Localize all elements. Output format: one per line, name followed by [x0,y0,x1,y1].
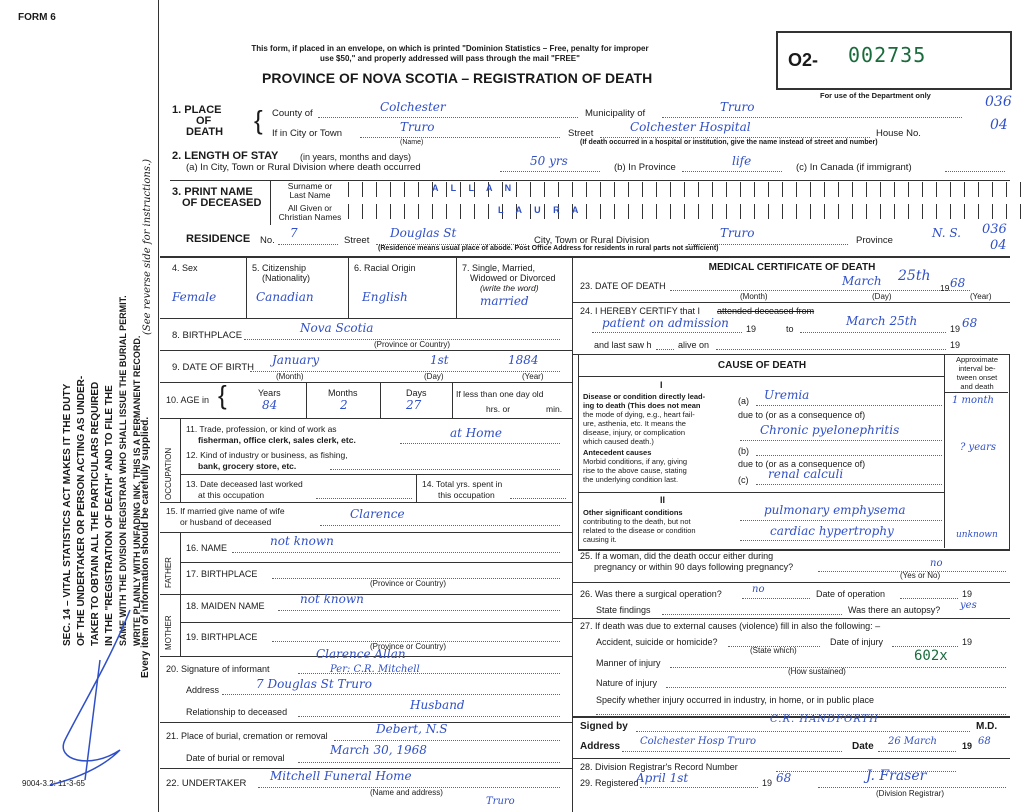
ante-line-2: Morbid conditions, if any, giving [583,457,688,466]
less-day-label: If less than one day old [456,389,544,399]
dob-month: January [272,353,320,367]
city-name-hint: (Name) [400,139,424,146]
county-value: Colchester [380,100,446,114]
center-divider [572,256,573,812]
relationship-line [298,716,560,717]
birthplace-hint: (Province or Country) [374,340,451,349]
cause-title: CAUSE OF DEATH [717,360,807,371]
med-h-1 [572,302,1010,303]
residence-street-value: Douglas St [390,226,457,240]
envelope-note-2: use $50," and properly addressed will pass through the mail "FREE" [320,54,580,63]
q18-line [278,610,560,611]
hrs-label: hrs. or [486,404,511,414]
grid-h-1 [160,318,572,319]
due-to-1: due to (or as a consequence of) [738,410,866,420]
race-label: 6. Racial Origin [354,263,416,273]
q13-label-1: 13. Date deceased last worked [186,479,303,489]
occupation-side-rule [180,418,181,502]
q26-date-label: Date of operation [816,589,886,599]
q23-year: 68 [950,276,966,290]
ante-line-3: rise to the above cause, stating [583,466,687,475]
dob-day: 1st [430,353,449,367]
q24-alive-line [716,349,946,350]
q26-label: 26. Was there a surgical operation? [580,589,722,599]
grid-h-2 [160,350,572,351]
county-line [318,117,578,118]
city-value: Truro [400,120,435,134]
q16-label: 16. NAME [186,543,228,553]
city-line [360,137,560,138]
place-brace: { [254,105,263,135]
md-label: M.D. [976,721,998,732]
marital-label-1: 7. Single, Married, [462,263,536,273]
form-title: PROVINCE OF NOVA SCOTIA – REGISTRATION OF DEATH [262,70,653,86]
interval-header-rule [944,392,1008,393]
age-brace: { [218,380,227,410]
residence-code-2: 04 [990,238,1007,253]
burial-date-line [298,762,560,763]
sex-label: 4. Sex [172,263,198,273]
cause-b-mid-value: Chronic pyelonephritis [760,423,900,437]
q26-autopsy-label: Was there an autopsy? [848,605,941,615]
see-reverse-note: (See reverse side for instructions.) [142,158,153,335]
q24-last-line [656,349,674,350]
q28-label: 28. Division Registrar's Record Number [580,762,738,772]
place-of-label: OF [196,115,212,127]
age-days-label: Days [406,388,427,398]
county-label: County of [272,108,313,119]
other-value-2: cardiac hypertrophy [770,524,894,538]
q18-value: not known [300,592,364,606]
q27-manner-label: Manner of injury [596,658,661,668]
residence-city-label: City, Town or Rural Division [534,235,650,246]
informant-address-value: 7 Douglas St Truro [256,677,372,691]
q27-19: 19 [962,637,973,647]
q27-how-hint: (How sustained) [788,667,846,676]
q24-19: 19 [746,324,757,334]
grid-h-4 [160,418,572,419]
medical-title: MEDICAL CERTIFICATE OF DEATH [708,262,876,273]
q22-label: 22. UNDERTAKER [166,778,247,789]
q25-label-1: 25. If a woman, did the death occur either during [580,551,774,561]
q21-line [334,740,560,741]
q11-value: at Home [450,426,502,440]
name-of-label: OF DECEASED [182,197,262,209]
dob-year: 1884 [508,353,539,367]
q29-year: 68 [776,771,792,785]
given-value: L A U R A [498,205,584,215]
q29-label: 29. Registered [580,778,639,788]
q12-label-1: 12. Kind of industry or business, as fishing, [186,450,348,460]
surname-label-2: Last Name [289,190,331,200]
other-line-2: contributing to the death, but not [583,517,691,526]
min-label: min. [546,404,563,414]
place-label: 1. PLACE [172,104,222,116]
q24-label: 24. I HEREBY CERTIFY that I [580,306,701,316]
registrar-hint: (Division Registrar) [876,789,945,798]
q24-to-label: to [786,324,794,334]
cause-b-label: (b) [738,446,749,456]
residence-no-line [278,244,338,245]
roman-two: II [660,495,666,505]
due-to-2: due to (or as a consequence of) [738,459,866,469]
grid-v-age-1 [306,382,307,418]
d1-line-3: the mode of dying, e.g., heart fail- [583,410,695,419]
municipality-value: Truro [720,100,755,114]
stay-a-line [500,171,600,172]
house-code: 04 [990,117,1008,133]
street-line [600,137,870,138]
street-label: Street [568,128,594,139]
birthplace-value: Nova Scotia [300,321,374,335]
doctor-address-value: Colchester Hosp Truro [640,736,757,747]
municipality-code: 036 [985,94,1012,110]
q11-label-2: fisherman, office clerk, sales clerk, etc. [198,435,356,445]
q27-nature-line [666,687,1006,688]
registrar-signature: J. Fraser [866,768,927,784]
q20-label: 20. Signature of informant [166,664,270,674]
doctor-address-line [622,751,842,752]
residence-label: RESIDENCE [186,233,251,245]
cause-b-line [756,455,942,456]
d1-line-4: ure, asthenia, etc. It means the [583,419,686,428]
sec14-line1: SEC. 14 – VITAL STATISTICS ACT MAKES IT THE DUTY [62,383,73,646]
interval-header-1: Approximate [955,355,999,364]
other-line-1: Other significant conditions [583,508,683,517]
q22-hint: (Name and address) [370,788,443,797]
q14-line [510,498,566,499]
father-side-label: FATHER [164,557,173,588]
sec14-line3: TAKER TO OBTAIN ALL THE PARTICULARS REQUIRED [90,381,101,646]
interval-header [946,355,1008,391]
q27-specify-label: Specify whether injury occurred in industry, in home, or in public place [596,695,874,705]
sec14-line4: IN THE "REGISTRATION OF DEATH" AND TO FILE THE [104,385,115,646]
sex-value: Female [172,290,217,304]
cause-c-label: (c) [738,475,749,485]
d1-line-5: disease, injury, or complication [583,428,685,437]
q29-value: April 1st [636,771,689,785]
q26-autopsy-value: yes [960,600,977,611]
municipality-line [662,117,962,118]
other-line-b [740,540,942,541]
residence-no-label: No. [260,235,275,246]
q25-label-2: pregnancy or within 90 days following pregnancy? [594,562,794,572]
grid-v-1 [246,258,247,318]
q14-label-2: this occupation [438,490,495,500]
residence-note: (Residence means usual place of abode. Post Office Address for residents in rural parts not sufficient) [378,245,719,252]
q17-label: 17. BIRTHPLACE [186,569,258,579]
q29-19: 19 [762,778,773,788]
burial-date-label: Date of burial or removal [186,753,285,763]
grid-v-2 [348,258,349,318]
other-line-4: causing it. [583,535,617,544]
q18-label: 18. MAIDEN NAME [186,601,265,611]
q12-line [330,469,560,470]
other-line-a [740,520,942,521]
q23-month-hint: (Month) [740,292,768,301]
q23-19: 19 [940,283,950,293]
d1-line-6: which caused death.) [583,437,654,446]
residence-city-value: Truro [720,226,755,240]
cause-a-label: (a) [738,396,749,406]
surname-label-1: Surname or [287,181,333,191]
stay-hint: (in years, months and days) [300,152,412,162]
given-label-1: All Given or [288,203,332,213]
age-years-label: Years [258,388,281,398]
stay-label: 2. LENGTH OF STAY [172,150,279,162]
doctor-address-label: Address [580,741,621,752]
given-label-2: Christian Names [278,212,342,222]
stay-b-label: (b) In Province [614,162,676,173]
interval-header-4: and death [960,382,994,391]
residence-street-label: Street [344,235,370,246]
grid-h-5 [180,474,572,475]
burial-date-value: March 30, 1968 [330,743,427,757]
med-h-6 [572,758,1010,759]
q13-label-2: at this occupation [198,490,265,500]
q26-19: 19 [962,589,973,599]
relationship-value: Husband [410,698,465,712]
d1-line-2: ing to death (This does not mean [583,401,701,410]
q11-line [400,443,560,444]
antecedent-note [583,448,687,484]
q24-to-value: March 25th [846,314,918,328]
q24-struck: attended deceased from [717,306,815,316]
roman-one: I [660,380,663,390]
relationship-label: Relationship to deceased [186,707,288,717]
mother-side-label: MOTHER [164,615,173,650]
reg-number: 002735 [848,43,927,67]
q26-value: no [752,584,765,595]
cause-a-line [756,405,942,406]
registration-number-box [776,31,1012,90]
q15-label-1: 15. If married give name of wife [166,506,285,516]
med-h-3 [572,582,1010,583]
doctor-date-label: Date [852,741,874,752]
grid-h-9 [160,594,572,595]
surname-value: A L L A N [432,183,517,193]
q29-line [640,787,758,788]
q24-alive-label: alive on [678,340,710,350]
citizenship-label-1: 5. Citizenship [252,263,307,273]
q26-state-line [662,614,842,615]
street-value: Colchester Hospital [630,120,751,134]
grid-v-age-3 [452,382,453,418]
doctor-date-19: 19 [962,741,973,751]
q27-which-hint: (State which) [750,646,797,655]
cause-a-interval: 1 month [952,395,994,406]
grid-h-12 [160,722,572,723]
grid-h-10 [180,622,572,623]
cause-part-rule [578,492,944,493]
q23-day-hint: (Day) [872,292,892,301]
given-letter-boxes [348,204,1025,219]
q19-hint: (Province or Country) [370,642,447,651]
citizenship-label-2: (Nationality) [262,273,311,283]
q22-extra: Truro [486,796,515,807]
q23-label: 23. DATE OF DEATH [580,281,666,291]
sec14-line5: SAME WITH THE DIVISION REGISTRAR WHO SHALL ISSUE THE BURIAL PERMIT. [118,295,128,646]
q15-label-2: or husband of deceased [180,517,272,527]
q19-label: 19. BIRTHPLACE [186,632,258,642]
house-label: House No. [876,128,921,139]
age-days-value: 27 [406,398,422,412]
marital-label-3: (write the word) [480,283,539,293]
grid-v-age-2 [380,382,381,418]
q24-alive-19: 19 [950,340,961,350]
disease-directly-note [583,392,705,446]
doctor-date-line [878,751,956,752]
q16-line [232,552,560,553]
grid-v-3 [456,258,457,318]
hospital-note: (If death occurred in a hospital or institution, give the name instead of street and number) [580,139,878,146]
age-months-label: Months [328,388,358,398]
residence-province-value: N. S. [932,226,961,240]
race-value: English [362,290,408,304]
q26-state-label: State findings [596,605,651,615]
q22-value: Mitchell Funeral Home [270,769,412,783]
grid-h-8 [180,562,572,563]
interval-header-2: interval be- [958,364,996,373]
informant-address-line [222,694,560,695]
sec14-line6: WRITE PLAINLY WITH UNFADING INK. THIS IS A PERMANENT RECORD. [132,335,142,646]
cause-c-line [756,484,942,485]
q21-value: Debert, N.S [376,722,448,736]
other-conditions-note [583,508,696,544]
cause-c-value: renal calculi [768,467,844,481]
cause-b-pre-line [740,440,942,441]
q24-from-value: patient on admission [602,316,729,330]
municipality-label: Municipality of [585,108,646,119]
q26-line [742,598,810,599]
city-label: If in City or Town [272,128,343,139]
q11-label-1: 11. Trade, profession, or kind of work as [186,424,337,434]
occupation-side-label: OCCUPATION [164,447,173,500]
name-label: 3. PRINT NAME [172,186,253,198]
interval-header-3: tween onset [956,373,998,382]
q27-date-line [892,646,958,647]
other-interval: unknown [956,530,998,540]
pen-scribble-icon [40,600,160,790]
informant-signature-sub: Per: C.R. Mitchell [330,664,420,675]
age-years-value: 84 [262,398,278,412]
q24-from-line [592,332,742,333]
stay-a-value: 50 yrs [530,154,568,168]
q23-line [670,290,970,291]
dob-day-hint: (Day) [424,372,444,381]
q25-hint: (Yes or No) [900,571,941,580]
form-code: 9004-3.2: 11-3-65 [22,779,86,788]
form-number: FORM 6 [18,12,56,23]
q17-hint: (Province or Country) [370,579,447,588]
doctor-date-value: 26 March [888,736,937,747]
every-item-note: Every item of information should be carefully supplied. [140,416,151,678]
registrar-line [818,787,1006,788]
dob-year-hint: (Year) [522,372,544,381]
q15-value: Clarence [350,507,405,521]
residence-no-value: 7 [290,226,298,240]
q25-value: no [930,558,943,569]
cause-title-rule [578,376,944,377]
signed-by-value: C.R. HANDFORTH [770,714,879,725]
informant-signature: Clarence Allan [316,647,406,661]
q23-month: March [842,274,882,288]
q24-to-year: 68 [962,316,978,330]
q13-line [316,498,412,499]
dob-month-hint: (Month) [276,372,304,381]
q24-last-label: and last saw h [594,340,652,350]
cause-b-interval: ? years [960,442,996,453]
residence-province-label: Province [856,235,893,246]
citizenship-value: Canadian [256,290,314,304]
stay-b-line [682,171,782,172]
q24-to-line [800,332,946,333]
stay-b-value: life [732,154,752,168]
dept-use-note: For use of the Department only [820,91,931,100]
q14-label-1: 14. Total yrs. spent in [422,479,503,489]
marital-value: married [480,294,529,308]
q12-label-2: bank, grocery store, etc. [198,461,297,471]
signed-by-label: Signed by [580,721,628,732]
ante-line-4: the underlying condition last. [583,475,679,484]
q16-value: not known [270,534,334,548]
place-death-label: DEATH [186,126,224,138]
d1-line-1: Disease or condition directly lead- [583,392,706,401]
doctor-date-year: 68 [978,736,991,747]
stay-c-line [945,171,1005,172]
grid-v-occ [416,474,417,502]
q24-to-19: 19 [950,324,961,334]
stay-a-label: (a) In City, Town or Rural Division where death occurred [186,162,421,173]
q21-label: 21. Place of burial, cremation or removal [166,731,328,741]
other-value-1: pulmonary emphysema [764,503,906,517]
grid-h-7 [160,532,572,533]
residence-code-1: 036 [982,222,1007,237]
reg-prefix: O2- [788,50,819,70]
interval-column-rule [944,354,945,548]
q27-code: 602x [914,648,948,664]
q23-year-hint: (Year) [970,292,992,301]
q15-line [320,525,560,526]
q27-label: 27. If death was due to external causes (violence) fill in also the following: – [580,621,881,631]
informant-address-label: Address [186,685,220,695]
ante-line-1: Antecedent causes [583,448,652,457]
q23-day: 25th [898,268,931,284]
age-label: 10. AGE in [166,395,210,405]
q27-accident-label: Accident, suicide or homicide? [596,637,718,647]
other-line-3: related to the disease or condition [583,526,696,535]
birthplace-label: 8. BIRTHPLACE [172,330,243,341]
q26-date-line [900,598,958,599]
cause-a-value: Uremia [764,388,810,402]
signed-by-line [636,731,970,732]
q27-nature-label: Nature of injury [596,678,658,688]
envelope-note-1: This form, if placed in an envelope, on which is printed "Dominion Statistics – Free, penalty for improper [251,44,649,53]
name-divider [270,180,271,225]
med-h-4 [572,618,1010,619]
section-top-rule [160,256,1010,258]
sec14-line2: OF THE UNDERTAKER OR PERSON ACTING AS UNDER- [76,375,87,646]
q27-date-label: Date of injury [830,637,884,647]
dob-label: 9. DATE OF BIRTH [172,362,254,373]
stay-c-label: (c) In Canada (if immigrant) [796,162,912,173]
marital-label-2: Widowed or Divorced [470,273,556,283]
grid-h-6 [160,502,572,503]
age-months-value: 2 [340,398,348,412]
